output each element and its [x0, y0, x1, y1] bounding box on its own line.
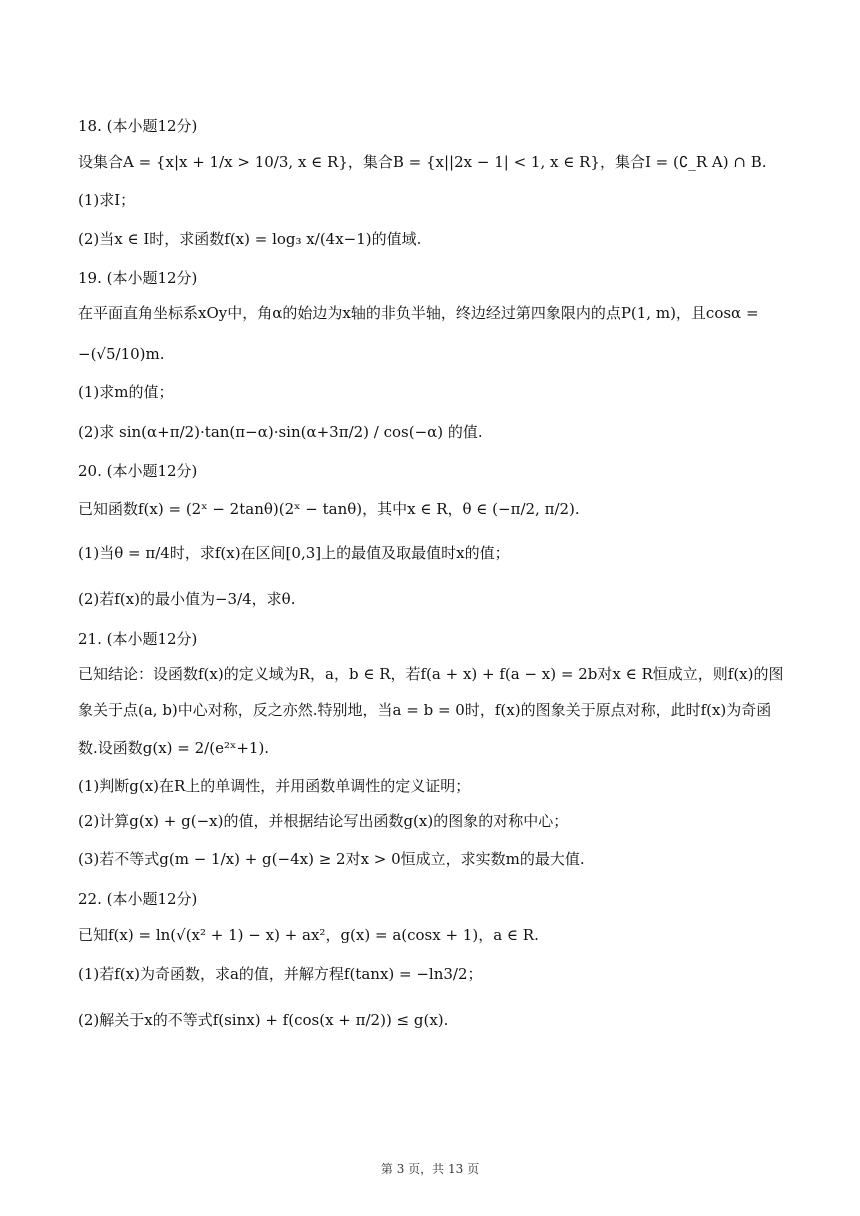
problem-20-line-3: (2)若f(x)的最小值为−3/4，求θ.: [78, 590, 296, 608]
page-footer: 第 3 页，共 13 页: [380, 1162, 480, 1176]
problem-19-line-3: (1)求m的值；: [78, 383, 174, 401]
problem-19-line-4: (2)求 sin(α+π/2)·tan(π−α)·sin(α+3π/2) / cos(−α) 的值.: [78, 423, 483, 441]
problem-22-line-1: 已知f(x) = ln(√(x² + 1) − x) + ax²，g(x) = a(cosx + 1)，a ∈ R.: [78, 926, 539, 944]
problem-21-line-4: (1)判断g(x)在R上的单调性，并用函数单调性的定义证明；: [78, 777, 471, 795]
problem-18-line-2: (1)求I；: [78, 191, 136, 209]
problem-20-heading: 20. (本小题12分): [78, 462, 198, 480]
problem-19-line-1: 在平面直角坐标系xOy中，角α的始边为x轴的非负半轴，终边经过第四象限内的点P(1, m)，且cosα =: [78, 304, 759, 322]
problem-20-line-2: (1)当θ = π/4时，求f(x)在区间[0,3]上的最值及取最值时x的值；: [78, 544, 510, 562]
problem-21-line-3: 数.设函数g(x) = 2/(e²ˣ+1).: [78, 739, 270, 757]
problem-21-heading: 21. (本小题12分): [78, 630, 198, 648]
problem-22-line-3: (2)解关于x的不等式f(sinx) + f(cos(x + π/2)) ≤ g(x).: [78, 1011, 449, 1029]
problem-21-line-5: (2)计算g(x) + g(−x)的值，并根据结论写出函数g(x)的图象的对称中心；: [78, 812, 569, 830]
problem-21-line-6: (3)若不等式g(m − 1/x) + g(−4x) ≥ 2对x > 0恒成立，求实数m的最大值.: [78, 850, 585, 868]
problem-22-line-2: (1)若f(x)为奇函数，求a的值，并解方程f(tanx) = −ln3/2；: [78, 965, 483, 983]
problem-21-line-1: 已知结论：设函数f(x)的定义域为R，a，b ∈ R，若f(a + x) + f(a − x) = 2b对x ∈ R恒成立，则f(x)的图: [78, 665, 784, 683]
problem-19-heading: 19. (本小题12分): [78, 269, 198, 287]
problem-22-heading: 22. (本小题12分): [78, 890, 198, 908]
problem-18-heading: 18. (本小题12分): [78, 117, 198, 135]
problem-20-line-1: 已知函数f(x) = (2ˣ − 2tanθ)(2ˣ − tanθ)，其中x ∈ R，θ ∈ (−π/2, π/2).: [78, 500, 580, 518]
problem-18-line-1: 设集合A = {x|x + 1/x > 10/3, x ∈ R}，集合B = {x||2x − 1| < 1, x ∈ R}，集合I = (∁_R A) ∩ B.: [78, 153, 767, 171]
problem-19-line-2: −(√5/10)m.: [78, 345, 165, 363]
problem-21-line-2: 象关于点(a, b)中心对称，反之亦然.特别地，当a = b = 0时，f(x)的图象关于原点对称，此时f(x)为奇函: [78, 701, 772, 719]
problem-18-line-3: (2)当x ∈ I时，求函数f(x) = log₃ x/(4x−1)的值域.: [78, 230, 422, 248]
